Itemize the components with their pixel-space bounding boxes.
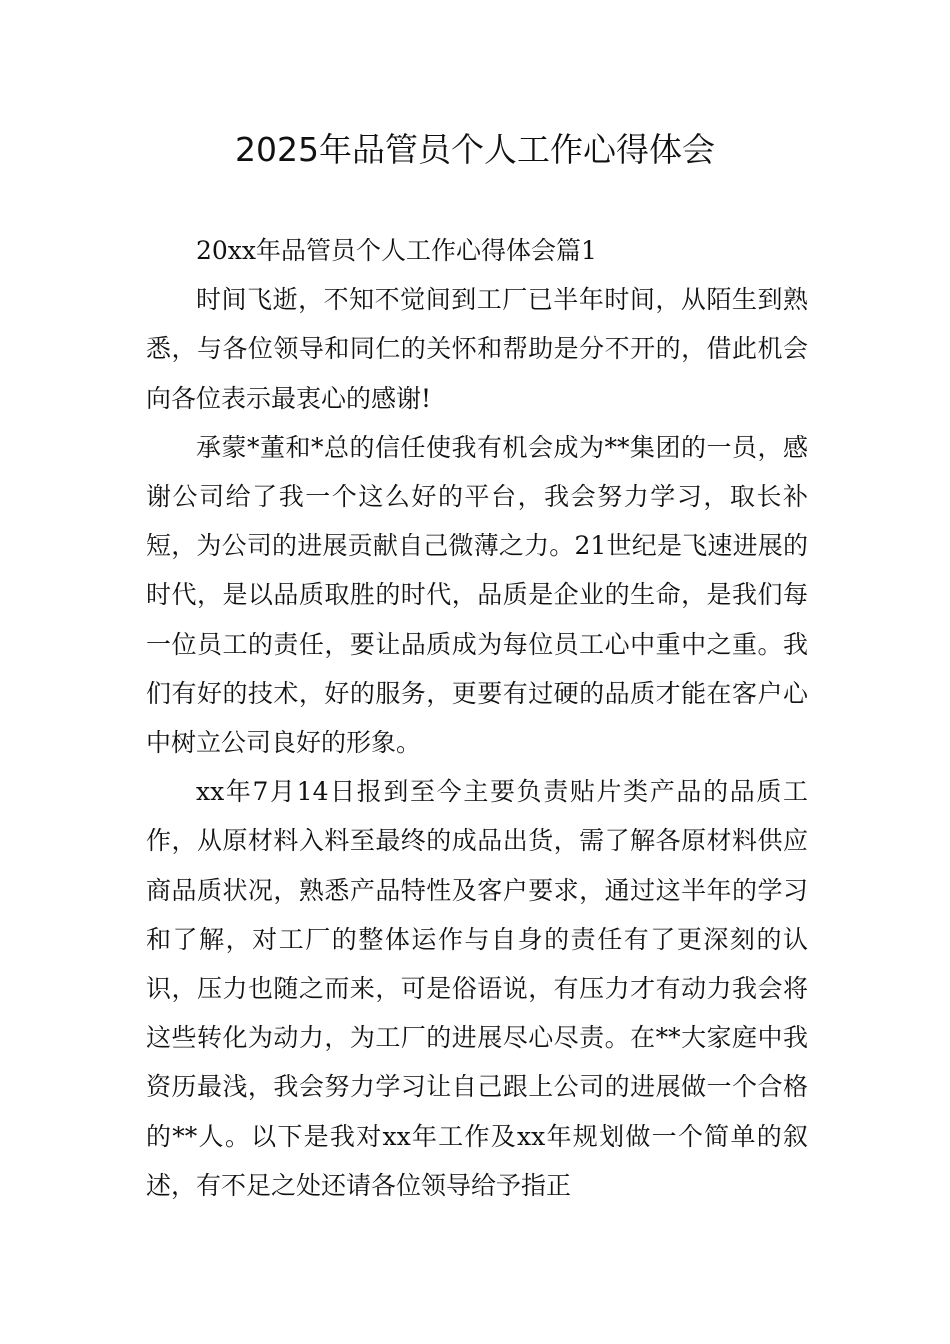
paragraph-1: 时间飞逝，不知不觉间到工厂已半年时间，从陌生到熟悉，与各位领导和同仁的关怀和帮助是分不开的，借此机会向各位表示最衷心的感谢! [146, 285, 808, 413]
section-heading: 20xx年品管员个人工作心得体会篇1 [196, 236, 597, 265]
paragraph-3: xx年7月14日报到至今主要负责贴片类产品的品质工作，从原材料入料至最终的成品出货，需了解各原材料供应商品质状况，熟悉产品特性及客户要求，通过这半年的学习和了解，对工厂的整体运作与自身的责任有了更深刻的认识，压力也随之而来，可是俗语说，有压力才有动力我会将这些转化为动力，为工厂的进展尽心尽责。在**大家庭中我资历最浅，我会努力学习让自己跟上公司的进展做一个合格的**人。以下是我对xx年工作及xx年规划做一个简单的叙述，有不足之处还请各位领导给予指正 [146, 777, 808, 1200]
document-title: 2025年品管员个人工作心得体会 [235, 130, 715, 169]
paragraph-2: 承蒙*董和*总的信任使我有机会成为**集团的一员，感谢公司给了我一个这么好的平台，我会努力学习，取长补短，为公司的进展贡献自己微薄之力。21世纪是飞速进展的时代，是以品质取胜的时代，品质是企业的生命，是我们每一位员工的责任，要让品质成为每位员工心中重中之重。我们有好的技术，好的服务，更要有过硬的品质才能在客户心中树立公司良好的形象。 [146, 432, 808, 758]
document-body [146, 226, 808, 1210]
